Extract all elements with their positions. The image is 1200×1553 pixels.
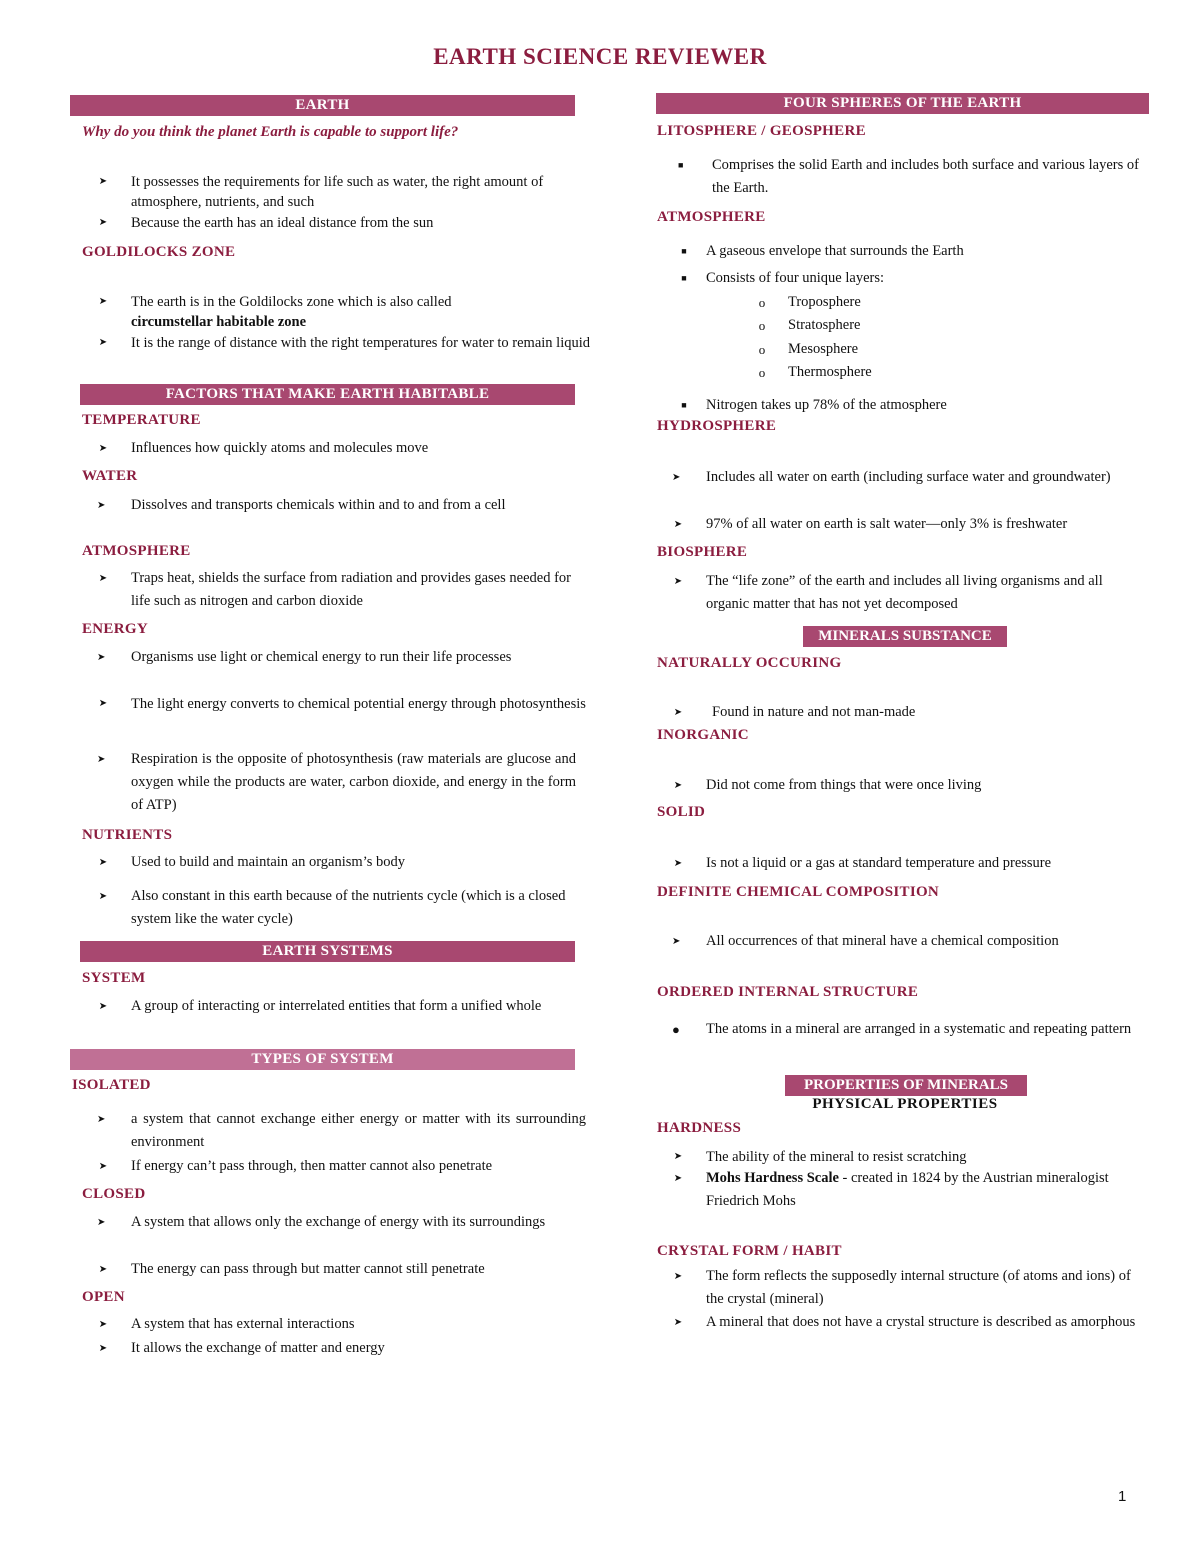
list-item: ➤ Mohs Hardness Scale - created in 1824 by the Austrian mineralogist Friedrich Mohs: [706, 1167, 1126, 1213]
heading-energy: ENERGY: [82, 621, 148, 637]
heading-isolated: ISOLATED: [72, 1077, 151, 1093]
heading-temperature: TEMPERATURE: [82, 412, 201, 428]
arrow-bullet-icon: ➤: [98, 217, 108, 228]
list-item: ➤ All occurrences of that mineral have a chemical composition: [706, 930, 1149, 953]
list-item: o Stratosphere: [788, 314, 1088, 337]
heading-atmosphere: ATMOSPHERE: [82, 543, 191, 559]
arrow-bullet-icon: ➤: [98, 1161, 108, 1172]
heading-physical-properties: PHYSICAL PROPERTIES: [812, 1096, 998, 1112]
list-item: ■ A gaseous envelope that surrounds the Earth: [706, 240, 1136, 263]
banner-four-spheres: FOUR SPHERES OF THE EARTH: [656, 93, 1149, 114]
list-item: ➤ A system that allows only the exchange of energy with its surroundings: [131, 1211, 586, 1234]
square-bullet-icon: ■: [678, 160, 684, 170]
list-item: ➤ The ability of the mineral to resist scratching: [673, 1149, 967, 1165]
page-number: 1: [1118, 1488, 1127, 1505]
arrow-bullet-icon: ➤: [98, 296, 108, 307]
heading-open: OPEN: [82, 1289, 125, 1305]
square-bullet-icon: ■: [681, 273, 687, 283]
arrow-bullet-icon: ➤: [673, 1317, 683, 1328]
arrow-bullet-icon: ➤: [98, 573, 108, 584]
arrow-bullet-icon: ➤: [98, 891, 108, 902]
list-item: ➤ A system that has external interactions: [131, 1313, 586, 1336]
arrow-bullet-icon: ➤: [673, 707, 683, 718]
arrow-bullet-icon: ➤: [97, 500, 106, 511]
arrow-bullet-icon: ➤: [98, 1264, 108, 1275]
list-item: ➤ Influences how quickly atoms and molecules move: [131, 437, 586, 460]
arrow-bullet-icon: ➤: [97, 1217, 106, 1228]
heading-ordered-internal-structure: ORDERED INTERNAL STRUCTURE: [657, 984, 919, 1000]
list-item: ➤ It allows the exchange of matter and energy: [131, 1337, 586, 1360]
arrow-bullet-icon: ➤: [673, 858, 683, 869]
arrow-bullet-icon: ➤: [98, 1001, 108, 1012]
heading-closed: CLOSED: [82, 1186, 146, 1202]
list-item: ➤ A mineral that does not have a crystal structure is described as amorphous: [706, 1311, 1151, 1334]
arrow-bullet-icon: ➤: [98, 337, 108, 348]
heading-atmosphere-sphere: ATMOSPHERE: [657, 209, 766, 225]
arrow-bullet-icon: ➤: [673, 780, 683, 791]
arrow-bullet-icon: ➤: [98, 176, 108, 187]
list-item: ➤ Used to build and maintain an organism’s body: [131, 851, 586, 874]
list-item: ➤ Includes all water on earth (including surface water and groundwater): [706, 466, 1139, 489]
list-item: ■ Comprises the solid Earth and includes both surface and various layers of the Earth.: [712, 154, 1139, 200]
arrow-bullet-icon: ➤: [98, 698, 108, 709]
arrow-bullet-icon: ➤: [673, 1271, 683, 1282]
heading-lithosphere: LITOSPHERE / GEOSPHERE: [657, 123, 866, 139]
dot-bullet-icon: ●: [672, 1022, 680, 1037]
arrow-bullet-icon: ➤: [672, 472, 681, 483]
list-item: ➤ Respiration is the opposite of photosynthesis (raw materials are glucose and oxygen while the products are water, carbon dioxide, and energy in the form of ATP): [131, 748, 576, 817]
heading-system: SYSTEM: [82, 970, 146, 986]
list-item: ➤ Did not come from things that were once living: [706, 774, 1136, 797]
list-item: o Thermosphere: [788, 361, 1088, 384]
circle-bullet-icon: o: [758, 342, 766, 357]
list-item: ➤ Also constant in this earth because of the nutrients cycle (which is a closed system like the water cycle): [131, 885, 586, 931]
circle-bullet-icon: o: [758, 318, 766, 333]
heading-inorganic: INORGANIC: [657, 727, 749, 743]
arrow-bullet-icon: ➤: [98, 443, 108, 454]
list-item: ➤ A group of interacting or interrelated entities that form a unified whole: [131, 995, 591, 1018]
banner-factors: FACTORS THAT MAKE EARTH HABITABLE: [80, 384, 575, 405]
heading-biosphere: BIOSPHERE: [657, 544, 748, 560]
list-item: ➤ If energy can’t pass through, then matter cannot also penetrate: [131, 1155, 593, 1178]
arrow-bullet-icon: ➤: [672, 936, 681, 947]
arrow-bullet-icon: ➤: [98, 1319, 108, 1330]
square-bullet-icon: ■: [681, 400, 687, 410]
list-item: ➤ Organisms use light or chemical energy to run their life processes: [131, 646, 576, 669]
arrow-bullet-icon: ➤: [97, 754, 106, 765]
square-bullet-icon: ■: [681, 246, 687, 256]
banner-earth-systems: EARTH SYSTEMS: [80, 941, 575, 962]
banner-earth: EARTH: [70, 95, 575, 116]
heading-hydrosphere: HYDROSPHERE: [657, 418, 777, 434]
list-item: ➤ 97% of all water on earth is salt water—only 3% is freshwater: [706, 513, 1146, 536]
arrow-bullet-icon: ➤: [97, 1114, 106, 1125]
heading-definite-chemical-composition: DEFINITE CHEMICAL COMPOSITION: [657, 884, 940, 900]
list-item: ➤ The light energy converts to chemical potential energy through photosynthesis: [98, 696, 586, 712]
arrow-bullet-icon: ➤: [673, 519, 683, 530]
heading-hardness: HARDNESS: [657, 1120, 742, 1136]
heading-water: WATER: [82, 468, 138, 484]
list-item: ➤ The form reflects the supposedly internal structure (of atoms and ions) of the crystal (mineral): [706, 1265, 1151, 1311]
heading-solid: SOLID: [657, 804, 706, 820]
heading-nutrients: NUTRIENTS: [82, 827, 173, 843]
list-item: ● The atoms in a mineral are arranged in a systematic and repeating pattern: [706, 1018, 1139, 1041]
list-item: ➤ It is the range of distance with the right temperatures for water to remain liquid: [98, 335, 591, 351]
list-item: o Troposphere: [788, 291, 1088, 314]
banner-types-of-system: TYPES OF SYSTEM: [70, 1049, 575, 1070]
question-text: Why do you think the planet Earth is capable to support life?: [82, 124, 459, 140]
arrow-bullet-icon: ➤: [97, 652, 106, 663]
circle-bullet-icon: o: [758, 365, 766, 380]
list-item: ➤ The “life zone” of the earth and includes all living organisms and all organic matter that has not yet decomposed: [706, 570, 1146, 616]
arrow-bullet-icon: ➤: [98, 1343, 108, 1354]
list-item: ➤ a system that cannot exchange either energy or matter with its surrounding environment: [131, 1108, 586, 1154]
heading-goldilocks-zone: GOLDILOCKS ZONE: [82, 244, 236, 260]
heading-crystal-form: CRYSTAL FORM / HABIT: [657, 1243, 842, 1259]
list-item: ➤ Is not a liquid or a gas at standard temperature and pressure: [706, 852, 1151, 875]
list-item: ➤ It possesses the requirements for life such as water, the right amount of atmosphere, nutrients, and such: [98, 174, 544, 210]
list-item: ➤ The earth is in the Goldilocks zone which is also called circumstellar habitable zone: [98, 294, 452, 330]
banner-properties-of-minerals: PROPERTIES OF MINERALS: [785, 1075, 1027, 1096]
list-item: ➤ Found in nature and not man-made: [712, 701, 1142, 724]
banner-minerals-substance: MINERALS SUBSTANCE: [803, 626, 1007, 647]
heading-naturally-occuring: NATURALLY OCCURING: [657, 655, 842, 671]
list-item: ➤ Traps heat, shields the surface from radiation and provides gases needed for life such as nitrogen and carbon dioxide: [131, 567, 591, 613]
list-item: ➤ Dissolves and transports chemicals within and to and from a cell: [131, 494, 586, 517]
arrow-bullet-icon: ➤: [673, 1173, 683, 1184]
arrow-bullet-icon: ➤: [673, 1151, 683, 1162]
list-item: ➤ Because the earth has an ideal distance from the sun: [98, 215, 434, 231]
list-item: ■ Consists of four unique layers:: [706, 267, 1136, 290]
arrow-bullet-icon: ➤: [98, 857, 108, 868]
list-item: ➤ The energy can pass through but matter cannot still penetrate: [131, 1258, 593, 1281]
circle-bullet-icon: o: [758, 295, 766, 310]
page-title: EARTH SCIENCE REVIEWER: [433, 44, 767, 69]
arrow-bullet-icon: ➤: [673, 576, 683, 587]
list-item: ■ Nitrogen takes up 78% of the atmosphere: [706, 394, 1136, 417]
list-item: o Mesosphere: [788, 338, 1088, 361]
